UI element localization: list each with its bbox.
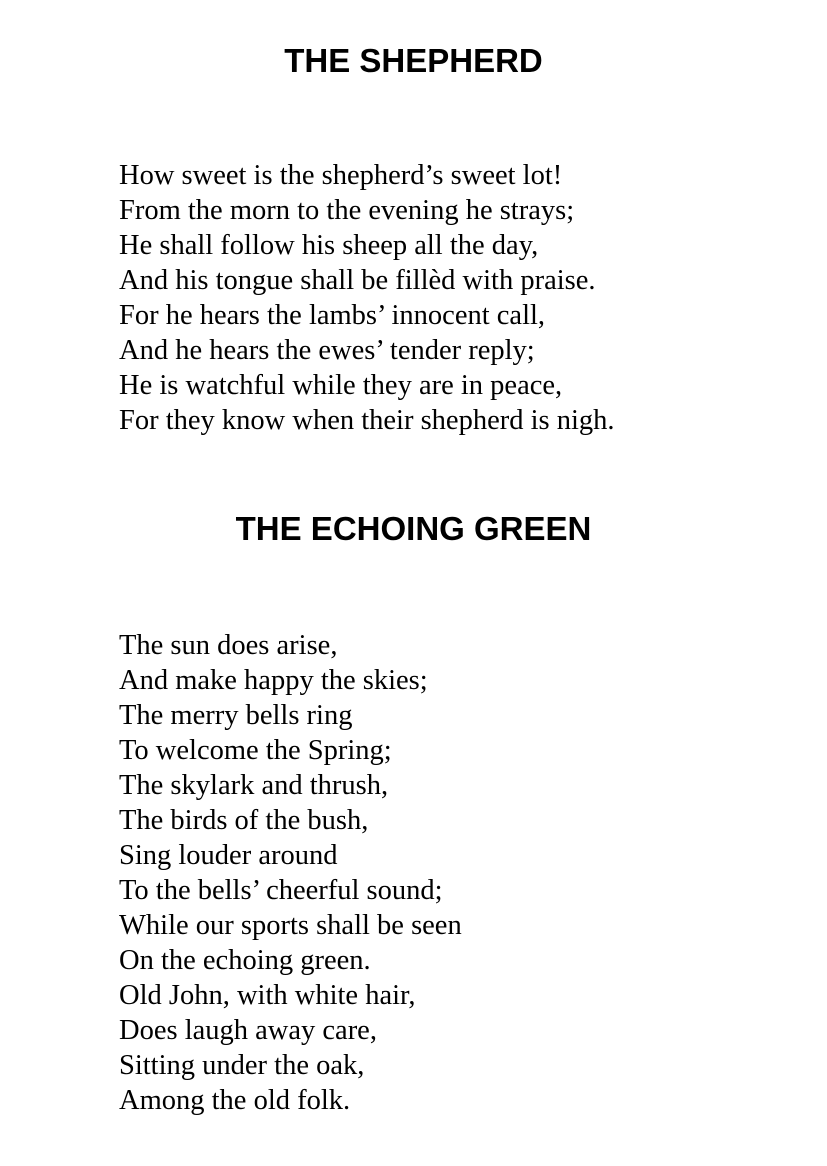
poem-line: From the morn to the evening he strays; — [119, 195, 575, 226]
poem-line: To the bells’ cheerful sound; — [119, 875, 443, 906]
poem-line: While our sports shall be seen — [119, 910, 462, 941]
poem-line: Among the old folk. — [119, 1085, 351, 1116]
poem-line: The sun does arise, — [119, 630, 338, 661]
poem-line: To welcome the Spring; — [119, 735, 392, 766]
poem-line: He shall follow his sheep all the day, — [119, 230, 539, 261]
poem-line: Sitting under the oak, — [119, 1050, 365, 1081]
poem-body-echoing-green — [119, 628, 462, 1118]
poem-line: How sweet is the shepherd’s sweet lot! — [119, 160, 563, 191]
poem-line: He is watchful while they are in peace, — [119, 370, 563, 401]
poem-line: Sing louder around — [119, 840, 338, 871]
poem-title-shepherd: THE SHEPHERD — [284, 42, 543, 79]
poem-title-echoing-green: THE ECHOING GREEN — [235, 510, 592, 547]
poem-line: The birds of the bush, — [119, 805, 369, 836]
poem-line: For they know when their shepherd is nigh. — [119, 405, 615, 436]
poem-line: And he hears the ewes’ tender reply; — [119, 335, 535, 366]
poem-line: And his tongue shall be fillèd with praise. — [119, 265, 596, 296]
poem-line: For he hears the lambs’ innocent call, — [119, 300, 546, 331]
poem-line: Does laugh away care, — [119, 1015, 377, 1046]
poem-line: Old John, with white hair, — [119, 980, 416, 1011]
poem-line: On the echoing green. — [119, 945, 371, 976]
poem-line: And make happy the skies; — [119, 665, 428, 696]
poem-body-shepherd — [119, 158, 615, 438]
poem-line: The merry bells ring — [119, 700, 353, 731]
poem-line: The skylark and thrush, — [119, 770, 389, 801]
